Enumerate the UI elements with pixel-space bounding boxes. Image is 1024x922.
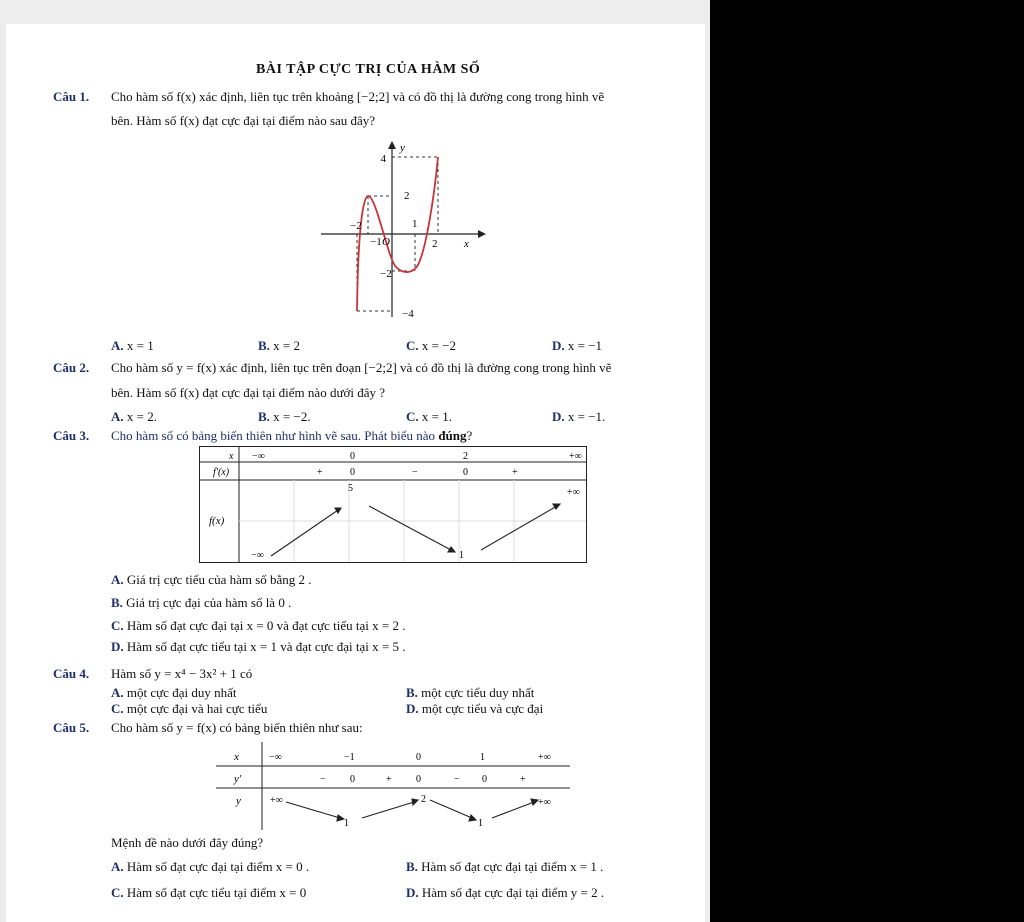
graph-x-label: x <box>464 238 469 250</box>
q5-sign-4: 0 <box>416 774 421 785</box>
q5-option-d: D. Hàm số đạt cực đại tại điểm y = 2 . <box>406 885 605 900</box>
q3-x-2: 2 <box>463 451 468 462</box>
q5-option-a: A. Hàm số đạt cực đại tại điểm x = 0 . <box>111 859 310 874</box>
graph-label-neg2: −2 <box>350 220 362 232</box>
q4-option-d: D. một cực tiểu và cực đại <box>406 701 544 716</box>
q1-option-d: D. x = −1 <box>552 338 603 353</box>
q4-option-a: A. một cực đại duy nhất <box>111 685 237 700</box>
q5-sign-1: − <box>320 774 326 785</box>
q2-option-b: B. x = −2. <box>258 409 311 424</box>
q5-sign-6: 0 <box>482 774 487 785</box>
q5-x-neg1: −1 <box>344 752 355 763</box>
q2-option-d: D. x = −1. <box>552 409 606 424</box>
q1-option-b: B. x = 2 <box>258 338 301 353</box>
q5-label: Câu 5. <box>53 720 90 735</box>
q5-variation-table <box>216 742 570 830</box>
q3-fprime-label: f′(x) <box>213 467 230 478</box>
q3-f-label: f(x) <box>209 515 225 527</box>
q5-y-max: 2 <box>421 794 426 805</box>
q2-line2: bên. Hàm số f(x) đạt cực đại tại điểm nào dưới đây ? <box>111 385 386 400</box>
q5-option-c: C. Hàm số đạt cực tiểu tại điểm x = 0 <box>111 885 307 900</box>
q3-option-a: A. Giá trị cực tiểu của hàm số bằng 2 . <box>111 572 312 587</box>
y-axis-arrow-icon <box>388 141 396 149</box>
q5-question: Mệnh đề nào dưới đây đúng? <box>111 835 264 850</box>
graph-label-neg1: −1 <box>370 236 382 248</box>
q4-option-b: B. một cực tiểu duy nhất <box>406 685 535 700</box>
q1-label: Câu 1. <box>53 89 90 104</box>
q1-option-c: C. x = −2 <box>406 338 457 353</box>
q3-option-b: B. Giá trị cực đại của hàm số là 0 . <box>111 595 292 610</box>
q3-f-neginf: −∞ <box>251 550 264 561</box>
q3-x-posinf: +∞ <box>569 451 582 462</box>
q5-y-min-right: 1 <box>478 818 483 829</box>
q3-table-border <box>200 447 587 563</box>
q5-yprime-label: y′ <box>234 773 242 785</box>
graph-label-x2: 2 <box>432 238 438 250</box>
q5-arrow-down-2 <box>430 800 472 818</box>
q4-line: Hàm số y = x⁴ − 3x² + 1 có <box>111 666 253 681</box>
q3-sign-1: + <box>317 467 323 478</box>
viewer-dark-panel <box>710 0 1024 922</box>
q5-y-label: y <box>236 795 241 807</box>
q3-option-c: C. Hàm số đạt cực đại tại x = 0 và đạt cực tiểu tại x = 2 . <box>111 618 406 633</box>
q5-sign-5: − <box>454 774 460 785</box>
q5-sign-2: 0 <box>350 774 355 785</box>
q3-arrow-up-1 <box>271 508 341 556</box>
q3-arrow-down <box>369 506 451 550</box>
q5-line: Cho hàm số y = f(x) có bảng biến thiên như sau: <box>111 720 363 735</box>
page-title: BÀI TẬP CỰC TRỊ CỦA HÀM SỐ <box>256 62 481 77</box>
q5-x-label: x <box>234 751 239 763</box>
q3-x-label: x <box>229 451 234 462</box>
q5-arrow-up-1 <box>362 802 414 818</box>
q5-sign-3: + <box>386 774 392 785</box>
graph-label-2: 2 <box>404 190 410 202</box>
graph-y-label: y <box>400 142 405 154</box>
q3-arrow-up-2 <box>481 506 557 550</box>
q5-x-neginf: −∞ <box>269 752 282 763</box>
q3-option-d: D. Hàm số đạt cực tiểu tại x = 1 và đạt cực đại tại x = 5 . <box>111 639 406 654</box>
q3-variation-table <box>199 446 587 564</box>
q3-x-0: 0 <box>350 451 355 462</box>
q5-option-b: B. Hàm số đạt cực đại tại điểm x = 1 . <box>406 859 604 874</box>
q3-x-neginf: −∞ <box>252 451 265 462</box>
q5-arrow-down-1 <box>286 802 340 818</box>
q2-option-c: C. x = 1. <box>406 409 452 424</box>
q3-sign-2: 0 <box>350 467 355 478</box>
q3-label: Câu 3. <box>53 428 90 443</box>
x-axis-arrow-icon <box>478 230 486 238</box>
q1-line1: Cho hàm số f(x) xác định, liên tục trên khoảng [−2;2] và có đồ thị là đường cong trong hình vẽ <box>111 89 605 104</box>
q5-arrow-up-2 <box>492 802 534 818</box>
q5-sign-7: + <box>520 774 526 785</box>
q5-y-posinf-right: +∞ <box>538 797 551 808</box>
q5-y-posinf-left: +∞ <box>270 795 283 806</box>
q1-function-graph <box>316 139 486 319</box>
graph-label-1: 1 <box>412 218 418 230</box>
q3-line: Cho hàm số có bảng biến thiên như hình vẽ sau. Phát biểu nào đúng? <box>111 428 473 443</box>
q3-sign-3: − <box>412 467 418 478</box>
q3-f-max: 5 <box>348 483 353 494</box>
q2-label: Câu 2. <box>53 360 90 375</box>
q4-option-c: C. một cực đại và hai cực tiểu <box>111 701 268 716</box>
q2-line1: Cho hàm số y = f(x) xác định, liên tục trên đoạn [−2;2] và có đồ thị là đường cong trong hình vẽ <box>111 360 612 375</box>
q1-option-a: A. x = 1 <box>111 338 154 353</box>
q5-y-min-left: 1 <box>344 818 349 829</box>
q3-f-posinf: +∞ <box>567 487 580 498</box>
q5-x-0: 0 <box>416 752 421 763</box>
document-page <box>6 24 705 922</box>
graph-label-origin: O <box>382 236 390 248</box>
q5-x-1: 1 <box>480 752 485 763</box>
q3-sign-5: + <box>512 467 518 478</box>
q3-sign-4: 0 <box>463 467 468 478</box>
graph-label-y-neg2: −2 <box>380 268 392 280</box>
q5-x-posinf: +∞ <box>538 752 551 763</box>
q1-line2: bên. Hàm số f(x) đạt cực đại tại điểm nào sau đây? <box>111 113 376 128</box>
q3-f-min: 1 <box>459 550 464 561</box>
q4-label: Câu 4. <box>53 666 90 681</box>
q2-option-a: A. x = 2. <box>111 409 157 424</box>
graph-label-4: 4 <box>380 153 386 165</box>
graph-label-neg4: −4 <box>402 308 414 319</box>
